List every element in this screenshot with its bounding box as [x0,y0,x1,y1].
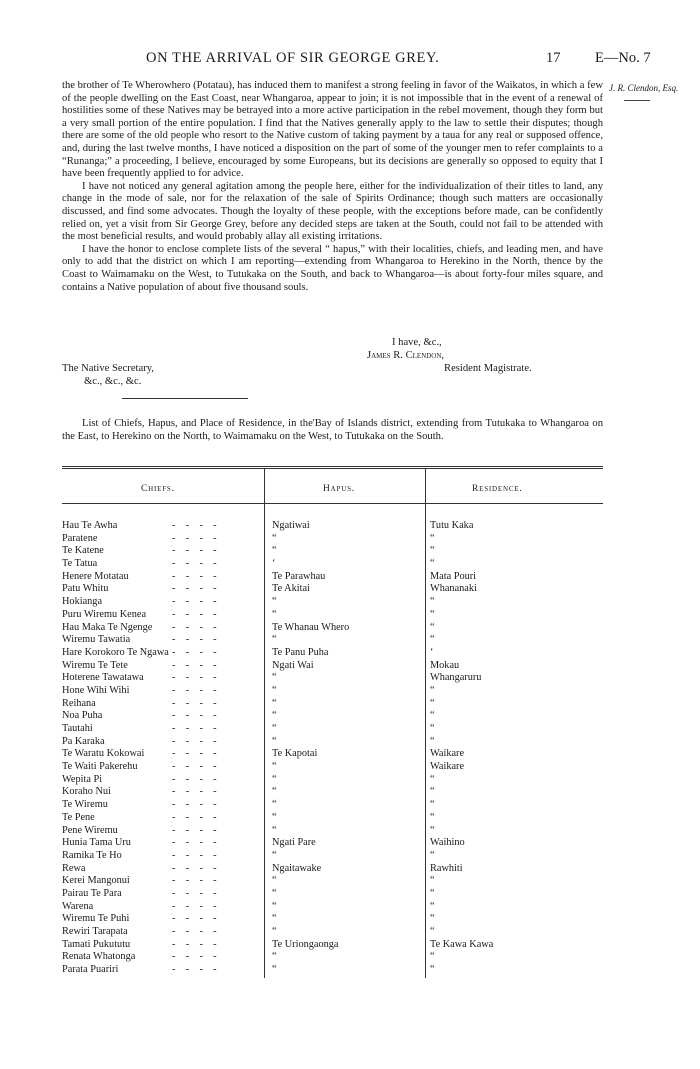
table-cell [430,951,600,964]
cell-text: “ [430,634,435,646]
table-cell [430,812,600,825]
cell-text: “ [272,596,277,608]
table-cell [62,913,262,926]
table-cell [272,913,422,926]
table-cell [430,837,600,850]
cell-text: “ [430,723,435,734]
cell-text: “ [272,723,277,734]
cell-text: Noa Puha [62,710,103,722]
cell-text: “ [430,951,435,963]
leader-dots: - - - - [172,697,217,709]
leader-dots: - - - - [172,773,217,785]
cell-text: “ [272,786,277,798]
table-cell [430,634,600,647]
cell-text: Reihana [62,697,96,709]
table-cell [430,571,600,584]
cell-text: “ [272,761,277,773]
cell-text: “ [272,926,277,937]
table-cell [272,672,422,685]
cell-text: “ [272,964,277,976]
table-cell [430,685,600,698]
leader-dots: - - - - [172,672,217,684]
table-cell [272,622,422,635]
table-cell [62,647,262,660]
table-cell [62,622,262,635]
table-cell [272,736,422,749]
leader-dots: - - - - [172,875,217,887]
table-cell [272,609,422,622]
table-cell [272,812,422,825]
cell-text: Te Waiti Pakerehu [62,761,138,773]
leader-dots: - - - - [172,900,217,912]
table-cell [430,647,600,660]
cell-text: Waikare [430,748,465,760]
cell-text: Hau Maka Te Ngenge [62,621,153,633]
cell-text: Ngati Wai [272,659,314,671]
cell-text: Hare Korokoro Te Ngawa [62,646,169,658]
table-cell [430,799,600,812]
table-cell [272,863,422,876]
table-cell [62,533,262,546]
leader-dots: - - - - [172,596,217,608]
hapus-header: Hapus. [323,484,355,494]
cell-text: Te Parawhau [272,570,326,582]
table-cell [430,609,600,622]
table-cell [62,723,262,736]
cell-text: Mata Pouri [430,570,477,582]
cell-text: Paratene [62,532,98,544]
page-number: 17 [546,50,561,66]
cell-text: Hunia Tama Uru [62,837,131,849]
table-cell [62,812,262,825]
cell-text: “ [272,735,277,747]
table-cell [430,774,600,787]
table-cell [430,698,600,711]
table-cell [62,634,262,647]
table-cell [430,761,600,774]
leader-dots: - - - - [172,558,217,570]
cell-text: “ [430,811,435,823]
cell-text: Rawhiti [430,862,463,874]
cell-text: Tautahi [62,723,93,734]
table-cell [272,786,422,799]
paragraph: the brother of Te Wherowhero (Potatau), has induced them to manifest a strong feeling in favor of the Waikatos, in which a few of the people dwelling on the East Coast, near Whangaroa, appear to join; it is not impossible that in the event of a renewal of hostilities some of these Natives may be betrayed into a more active participation in the rebel movement, though they form but a very small portion of the entire population. I find that the Natives generally apply to the law to settle their disputes; though there are some of the old people who resort to the Native custom of taking payment by a taua for any real or supposed offence, and, during the last twelve months, I have noticed a disposition on the part of some of the younger men to refer complaints to a “Runanga;” a proceeding, I believe, encouraged by some Europeans, but its decisions are generally so opposed to equity that I have been frequently applied to for advice. [62,80,603,180]
table-cell [62,875,262,888]
table-cell [62,799,262,812]
cell-text: Hoterene Tawatawa [62,672,144,684]
table-cell [62,571,262,584]
table-cell [62,698,262,711]
leader-dots: - - - - [172,520,217,531]
residence-header: Residence. [472,484,523,494]
cell-text: “ [430,545,435,557]
cell-text: Te Tatua [62,558,98,570]
leader-dots: - - - - [172,761,217,773]
leader-dots: - - - - [172,723,217,734]
table-cell [430,786,600,799]
table-cell [62,825,262,838]
table-cell [272,748,422,761]
table-cell [430,558,600,571]
cell-text: “ [430,608,435,620]
cell-text: Ramika Te Ho [62,849,122,861]
table-cell [62,748,262,761]
cell-text: “ [272,634,277,646]
table-cell [62,736,262,749]
paragraph: I have not noticed any general agitation among the people here, either for the individualization of their titles to land, any change in the mode of sale, nor for the relaxation of the sale of Spirits Ordinance; though such matters are occasionally discussed, and find some advocates. Though the loyalty of these people, with the exceptions before made, can be confidently relied on, yet a visit from Sir George Grey, before any decided steps are taken at the South, could not fail to be attended with the most beneficial results, and would probably allay all existing irritations. [62,180,603,243]
table-cell [430,901,600,914]
cell-text: “ [430,824,435,836]
leader-dots: - - - - [172,634,217,646]
leader-dots: - - - - [172,659,217,671]
table-cell [430,964,600,977]
leader-dots: - - - - [172,684,217,696]
table-cell [272,710,422,723]
table-cell [62,672,262,685]
cell-text: Rewiri Tarapata [62,926,128,937]
table-cell [272,761,422,774]
table-cell [62,685,262,698]
signature: James R. Clendon, [367,350,445,361]
cell-text: “ [430,849,435,861]
cell-text: “ [272,849,277,861]
cell-text: “ [272,773,277,785]
cell-text: “ [272,951,277,963]
leader-dots: - - - - [172,532,217,544]
cell-text: “ [430,735,435,747]
leader-dots: - - - - [172,799,217,811]
table-cell [272,951,422,964]
paragraph: I have the honor to enclose complete lists of the several “ hapus,” with their localities, chiefs, and leading men, and have only to add that the district on which I am reporting—extending from Whangaroa to Herekino in the North, thence by the Coast to Waimamaku on the West, to Tutukaka on the South, and back to Whangaroa—is about forty-four miles square, and contains a Native population of about five thousand souls. [62,243,603,293]
table-cell [272,901,422,914]
table-cell [272,875,422,888]
margin-author-note: J. R. Clendon, Esq. [609,83,679,93]
table-cell [272,888,422,901]
cell-text: “ [430,697,435,709]
cell-text: “ [272,799,277,811]
table-cell [430,545,600,558]
cell-text: Waikare [430,761,465,773]
table-cell [272,850,422,863]
section-divider [122,398,248,399]
table-cell [62,939,262,952]
cell-text: Ngatiwai [272,520,310,531]
cell-text: Te Panu Puha [272,646,329,658]
cell-text: Te Uriongaonga [272,938,339,950]
table-cell [272,596,422,609]
cell-text: “ [272,608,277,620]
cell-text: Te Kapotai [272,748,318,760]
table-cell [272,545,422,558]
cell-text: Henere Motatau [62,570,129,582]
leader-dots: - - - - [172,849,217,861]
cell-text: Tamati Pukututu [62,938,131,950]
cell-text: Hone Wihi Wihi [62,684,130,696]
cell-text: Patu Whitu [62,583,109,595]
cell-text: Tutu Kaka [430,520,474,531]
table-cell [272,837,422,850]
table-cell [430,939,600,952]
table-cell [62,837,262,850]
table-cell [430,926,600,939]
chiefs-header: Chiefs. [141,484,175,494]
cell-text: “ [430,900,435,912]
leader-dots: - - - - [172,913,217,925]
table-cell [62,964,262,977]
table-cell [430,533,600,546]
cell-text: Wepita Pi [62,773,103,785]
cell-text: “ [430,786,435,798]
cell-text: Pairau Te Para [62,887,122,899]
cell-text: Ngati Pare [272,837,316,849]
table-cell [272,685,422,698]
table-cell [62,609,262,622]
signatory-role: Resident Magistrate. [444,363,532,374]
table-cell [62,951,262,964]
cell-text: “ [272,684,277,696]
table-cell [430,520,600,533]
cell-text: Waihino [430,837,465,849]
list-title: List of Chiefs, Hapus, and Place of Residence, in the'Bay of Islands district, extending from Tutukaka to Whangaroa on the East, to Herekino on the North, to Waimamaku on the West, to Tutukaka on the South. [62,418,603,442]
leader-dots: - - - - [172,608,217,620]
table-cell [430,748,600,761]
residence-column [430,520,600,977]
cell-text: Koraho Nui [62,786,111,798]
table-cell [272,698,422,711]
cell-text: “ [272,811,277,823]
table-cell [62,660,262,673]
table-top-rule-double [62,468,603,469]
cell-text: “ [272,887,277,899]
table-cell [62,888,262,901]
cell-text: Puru Wiremu Kenea [62,608,147,620]
cell-text: “ [430,684,435,696]
table-cell [62,850,262,863]
table-cell [62,596,262,609]
cell-text: Te Akitai [272,583,310,595]
table-cell [430,723,600,736]
cell-text: “ [272,913,277,925]
cell-text: Parata Puariri [62,964,119,976]
leader-dots: - - - - [172,938,217,950]
table-cell [430,863,600,876]
table-header-rule [62,503,603,504]
table-cell [430,672,600,685]
cell-text: “ [430,621,435,633]
table-cell [430,622,600,635]
cell-text: Whangaruru [430,672,482,684]
table-cell [272,583,422,596]
leader-dots: - - - - [172,786,217,798]
cell-text: “ [430,710,435,722]
table-cell [272,723,422,736]
addressee-etc: &c., &c., &c. [84,376,142,387]
leader-dots: - - - - [172,735,217,747]
table-cell [62,545,262,558]
cell-text: Pene Wiremu [62,824,118,836]
leader-dots: - - - - [172,811,217,823]
table-cell [272,660,422,673]
cell-text: Whananaki [430,583,477,595]
cell-text: “ [272,710,277,722]
leader-dots: - - - - [172,570,217,582]
cell-text: “ [430,913,435,925]
cell-text: ‘ [430,646,434,658]
cell-text: Te Waratu Kokowai [62,748,145,760]
table-cell [272,964,422,977]
cell-text: Wiremu Tawatia [62,634,131,646]
cell-text: “ [272,697,277,709]
cell-text: Hokianga [62,596,103,608]
table-cell [430,660,600,673]
table-cell [272,774,422,787]
cell-text: Hau Te Awha [62,520,118,531]
cell-text: Te Whanau Whero [272,621,350,633]
table-cell [62,786,262,799]
cell-text: ‘ [272,558,276,570]
cell-text: “ [272,824,277,836]
cell-text: Te Katene [62,545,104,557]
table-cell [62,761,262,774]
leader-dots: - - - - [172,824,217,836]
table-cell [62,520,262,533]
leader-dots: - - - - [172,583,217,595]
cell-text: Te Pene [62,811,95,823]
cell-text: Kerei Mangonui [62,875,130,887]
column-divider [425,468,426,978]
table-cell [272,825,422,838]
table-cell [272,520,422,533]
cell-text: “ [430,887,435,899]
addressee: The Native Secretary, [62,363,154,374]
table-cell [272,939,422,952]
table-cell [430,850,600,863]
leader-dots: - - - - [172,621,217,633]
cell-text: Mokau [430,659,460,671]
cell-text: Te Kawa Kawa [430,938,494,950]
cell-text: “ [272,545,277,557]
leader-dots: - - - - [172,926,217,937]
leader-dots: - - - - [172,710,217,722]
page-header [0,50,700,70]
cell-text: “ [430,926,435,937]
cell-text: Warena [62,900,94,912]
table-cell [62,558,262,571]
cell-text: “ [430,799,435,811]
cell-text: Wiremu Te Puhi [62,913,130,925]
table-cell [272,634,422,647]
table-cell [430,596,600,609]
table-cell [430,825,600,838]
table-cell [62,710,262,723]
cell-text: Ngaitawake [272,862,322,874]
cell-text: Renata Whatonga [62,951,136,963]
leader-dots: - - - - [172,951,217,963]
letter-body [62,80,603,294]
table-cell [62,901,262,914]
table-cell [430,583,600,596]
table-cell [430,710,600,723]
margin-divider [624,100,650,101]
table-cell [272,571,422,584]
leader-dots: - - - - [172,862,217,874]
leader-dots: - - - - [172,545,217,557]
leader-dots: - - - - [172,646,217,658]
cell-text: “ [430,558,435,570]
column-divider [264,468,265,978]
table-cell [272,533,422,546]
table-cell [272,647,422,660]
cell-text: “ [272,532,277,544]
table-cell [430,888,600,901]
cell-text: “ [430,532,435,544]
cell-text: Te Wiremu [62,799,108,811]
table-cell [272,558,422,571]
page-title: ON THE ARRIVAL OF SIR GEORGE GREY. [146,50,440,66]
cell-text: “ [430,964,435,976]
table-cell [62,583,262,596]
salutation: I have, &c., [392,337,442,348]
cell-text: “ [430,875,435,887]
leader-dots: - - - - [172,748,217,760]
table-cell [430,736,600,749]
cell-text: “ [430,596,435,608]
chiefs-column [62,520,262,977]
hapus-column [272,520,422,977]
cell-text: “ [430,773,435,785]
cell-text: “ [272,875,277,887]
leader-dots: - - - - [172,837,217,849]
table-cell [62,863,262,876]
cell-text: Rewa [62,862,86,874]
table-cell [62,774,262,787]
table-cell [272,799,422,812]
cell-text: Wiremu Te Tete [62,659,128,671]
table-cell [430,875,600,888]
cell-text: “ [272,672,277,684]
document-reference: E—No. 7 [595,50,651,66]
cell-text: Pa Karaka [62,735,105,747]
cell-text: “ [272,900,277,912]
leader-dots: - - - - [172,887,217,899]
table-cell [62,926,262,939]
table-cell [430,913,600,926]
table-cell [272,926,422,939]
leader-dots: - - - - [172,964,217,976]
